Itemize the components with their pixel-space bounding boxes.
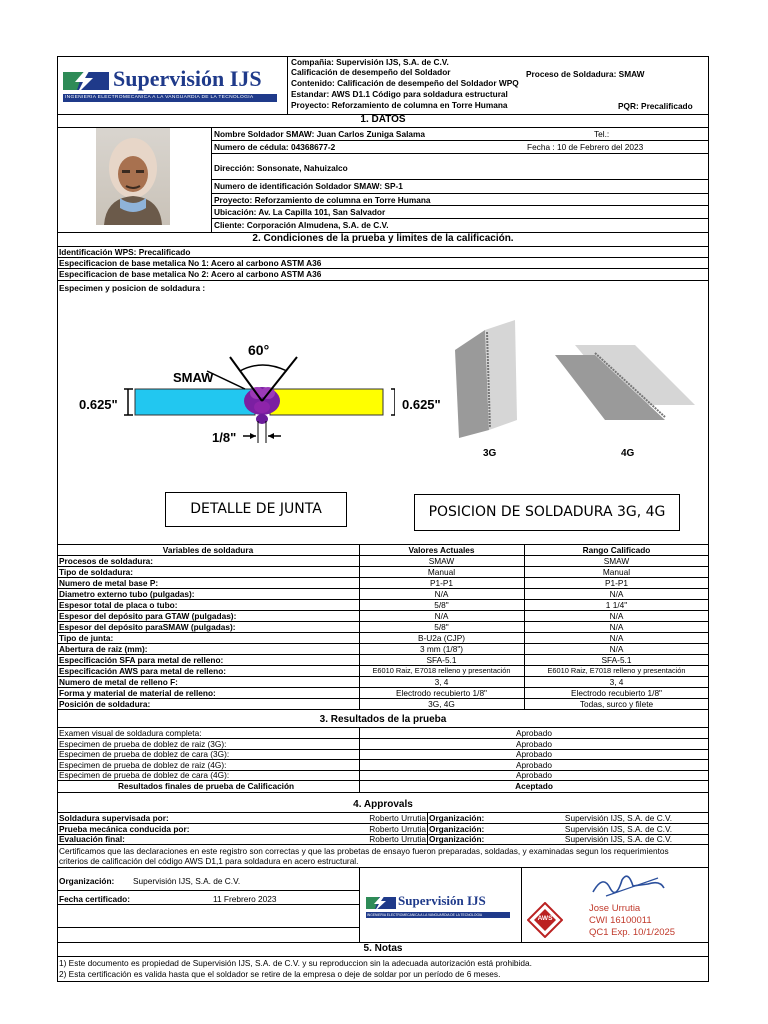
approval-org-label: Organización: — [429, 823, 485, 834]
header-qualification: Calificación de desempeño del Soldador — [291, 67, 451, 77]
logo-tagline-text: INGENIERIA ELECTROMECANICA A LA VANGUARDIA DE LA TECNOLOGIA — [65, 95, 254, 100]
variable-label: Numero de metal de relleno F: — [59, 677, 178, 687]
actual-value: 3 mm (1/8") — [419, 644, 464, 654]
project-name: Proyecto: Reforzamiento de columna en Torre Humana — [214, 195, 431, 205]
footer-logo-tagline: INGENIERIA ELECTROMECANICA A LA VANGUARDIA DE LA TECNOLOGIA — [367, 913, 483, 917]
table-col-rule — [359, 544, 360, 710]
header-process: Proceso de Soldadura: SMAW — [526, 69, 645, 79]
result-label: Examen visual de soldadura completa: — [59, 728, 202, 738]
final-result-label: Resultados finales de prueba de Calificación — [118, 780, 295, 791]
weld-position-box — [414, 494, 680, 531]
thickness-right-label: 0.625" — [402, 397, 441, 412]
logo-name: Supervisión IJS — [113, 66, 262, 91]
variable-label: Espesor del depósito para GTAW (pulgadas): — [59, 611, 237, 621]
joint-detail-box — [165, 492, 347, 527]
actual-value: Electrodo recubierto 1/8" — [395, 688, 488, 698]
signature-graphic — [588, 870, 668, 902]
actual-value: E6010 Raiz, E7018 relleno y presentación — [372, 666, 511, 675]
welder-address: Dirección: Sonsonate, Nahuizalco — [214, 163, 348, 173]
header-pqr: PQR: Precalificado — [618, 101, 693, 111]
actual-value: N/A — [434, 589, 449, 599]
qualified-range: P1-P1 — [604, 578, 629, 588]
specimen-label: Especimen y posicion de soldadura : — [59, 283, 206, 293]
variable-label: Tipo de soldadura: — [59, 567, 134, 577]
welder-phone: Tel.: — [594, 129, 610, 139]
section3-title: 3. Resultados de la prueba — [319, 714, 447, 725]
qualified-range: SMAW — [603, 556, 630, 566]
variable-label: Abertura de raiz (mm): — [59, 644, 148, 654]
actual-value: 5/8" — [434, 600, 449, 610]
table-col-rule — [524, 544, 525, 710]
qualified-range: N/A — [609, 611, 624, 621]
approval-role: Soldadura supervisada por: — [59, 813, 169, 823]
result-value: Aprobado — [516, 749, 552, 759]
root-opening-label: 1/8" — [212, 430, 237, 445]
actual-value: 3, 4 — [434, 677, 449, 687]
position-4g-diagram — [555, 345, 695, 420]
aws-stamp — [527, 902, 563, 938]
variable-label: Diametro externo tubo (pulgadas): — [59, 589, 195, 599]
section5-title: 5. Notas — [363, 943, 403, 954]
qualified-range: Electrodo recubierto 1/8" — [570, 688, 663, 698]
welder-id: Numero de identificación Soldador SMAW: SP-1 — [214, 181, 403, 191]
result-value: Aprobado — [516, 759, 552, 770]
signer-name: Jose Urrutia — [589, 903, 641, 914]
approval-org-value: Supervisión IJS, S.A. de C.V. — [564, 823, 673, 834]
actual-value: SMAW — [428, 556, 455, 566]
variable-label: Posición de soldadura: — [59, 699, 151, 709]
qualified-range: 3, 4 — [609, 677, 624, 687]
approval-org-value: Supervisión IJS, S.A. de C.V. — [564, 834, 673, 844]
actual-value: P1-P1 — [429, 578, 454, 588]
result-value: Aprobado — [516, 738, 552, 749]
qualified-range: N/A — [609, 633, 624, 643]
qualified-range: N/A — [609, 589, 624, 599]
final-result-value: Aceptado — [515, 780, 553, 791]
qualified-range: E6010 Raiz, E7018 relleno y presentación — [547, 666, 686, 675]
qualified-range: N/A — [609, 644, 624, 654]
base-metal-1: Especificacion de base metalica No 1: Acero al carbono ASTM A36 — [59, 258, 322, 268]
approval-role: Prueba mecánica conducida por: — [59, 823, 190, 834]
actual-values-header: Valores Actuales — [408, 545, 475, 555]
certify-line-1: Certificamos que las declaraciones en este registro son correctas y que las probetas de ensayo fueron preparadas, soldadas, y examinadas segun los requerimientos — [59, 846, 669, 856]
variable-label: Numero de metal base P: — [59, 578, 159, 588]
section4-title: 4. Approvals — [353, 799, 413, 810]
qualified-range: SFA-5.1 — [601, 655, 632, 665]
aws-stamp-text: AWS — [537, 915, 553, 922]
bevel-angle-label: 60° — [248, 342, 270, 358]
actual-value: SFA-5.1 — [426, 655, 457, 665]
approval-org-label: Organización: — [429, 834, 485, 844]
actual-value: B-U2a (CJP) — [417, 633, 466, 643]
welder-date: Fecha : 10 de Febrero del 2023 — [527, 142, 644, 152]
result-label: Especimen de prueba de doblez de cara (3G): — [59, 749, 230, 759]
footer-logo-bolt-icon — [366, 895, 396, 911]
result-label: Especimen de prueba de doblez de cara (4G): — [59, 770, 230, 780]
project-client: Cliente: Corporación Almudena, S.A. de C.V. — [214, 220, 389, 230]
qualified-range: Manual — [602, 567, 631, 577]
company-logo — [63, 66, 283, 106]
header-project: Proyecto: Reforzamiento de columna en Torre Humana — [291, 100, 508, 110]
actual-value: 3G, 4G — [428, 699, 455, 709]
variable-label: Espesor del depósito paraSMAW (pulgadas): — [59, 622, 236, 632]
weld-position-caption: POSICION DE SOLDADURA 3G, 4G — [428, 504, 666, 520]
cert-date-value: 11 Frebrero 2023 — [213, 894, 277, 904]
wps-id: Identificación WPS: Precalificado — [59, 247, 191, 257]
footer-logo — [366, 893, 516, 919]
header-content: Contenido: Calificación de desempeño del Soldador WPQ — [291, 78, 519, 88]
header-standard: Estandar: AWS D1.1 Código para soldadura estructural — [291, 89, 508, 99]
footer-logo-name: Supervisión IJS — [398, 893, 486, 908]
approval-role: Evaluación final: — [59, 834, 125, 844]
base-metal-2: Especificacion de base metalica No 2: Acero al carbono ASTM A36 — [59, 269, 322, 279]
signer-cwi: CWI 16100011 — [589, 915, 652, 926]
qualified-range-header: Rango Calificado — [582, 545, 651, 555]
approval-org-label: Organización: — [429, 813, 485, 823]
variables-header: Variables de soldadura — [162, 545, 254, 555]
position-3g-label: 3G — [483, 448, 497, 459]
project-location: Ubicación: Av. La Capilla 101, San Salvador — [214, 207, 386, 217]
variable-label: Procesos de soldadura: — [59, 556, 154, 566]
position-4g-label: 4G — [621, 448, 635, 459]
actual-value: N/A — [434, 611, 449, 621]
result-value: Aprobado — [516, 728, 552, 738]
approval-person: Roberto Urrutia — [369, 813, 426, 823]
section2-title: 2. Condiciones de la prueba y limites de la calificación. — [252, 233, 514, 244]
variable-label: Tipo de junta: — [59, 633, 114, 643]
variable-label: Espesor total de placa o tubo: — [59, 600, 178, 610]
result-label: Especimen de prueba de doblez de raiz (4G): — [59, 759, 227, 770]
result-value: Aprobado — [516, 770, 552, 780]
approval-org-value: Supervisión IJS, S.A. de C.V. — [564, 813, 673, 823]
table-rule — [57, 709, 709, 710]
note-1: 1) Este documento es propiedad de Supervisión IJS, S.A. de C.V. y su reproduccion sin la adecuada autorización está prohibida. — [59, 958, 532, 968]
actual-value: 5/8" — [434, 622, 449, 632]
qualified-range: Todas, surco y filete — [579, 699, 654, 709]
joint-detail-caption: DETALLE DE JUNTA — [190, 501, 322, 517]
certify-line-2: criterios de calificación del código AWS D1,1 para soldadura en acero estructural. — [59, 856, 359, 866]
welder-cedula: Numero de cédula: 04368677-2 — [214, 142, 336, 152]
cert-org-value: Supervisión IJS, S.A. de C.V. — [133, 876, 241, 886]
cert-org-label: Organización: — [59, 876, 115, 886]
note-2: 2) Esta certificación es valida hasta que el soldador se retire de la empresa o deje de soldar por un período de 6 meses. — [59, 969, 501, 979]
welder-name: Nombre Soldador SMAW: Juan Carlos Zuniga Salama — [214, 129, 425, 139]
section1-title: 1. DATOS — [360, 114, 406, 125]
header-company: Compañia: Supervisión IJS, S.A. de C.V. — [291, 57, 449, 67]
approval-person: Roberto Urrutia — [369, 834, 426, 844]
table-rule — [57, 844, 709, 845]
process-smaw-label: SMAW — [173, 370, 214, 385]
result-label: Especimen de prueba de doblez de raiz (3G): — [59, 738, 227, 749]
cert-date-label: Fecha certificado: — [59, 894, 131, 904]
actual-value: Manual — [427, 567, 456, 577]
table-rule — [57, 792, 709, 793]
welder-photo — [96, 128, 170, 225]
qualified-range: 1 1/4" — [605, 600, 628, 610]
signer-qc1: QC1 Exp. 10/1/2025 — [589, 927, 676, 938]
qualified-range: N/A — [609, 622, 624, 632]
table-col-rule — [359, 727, 360, 792]
variable-label: Especificación AWS para metal de relleno: — [59, 666, 227, 676]
logo-bolt-icon — [63, 68, 109, 94]
welder-portrait-icon — [96, 128, 170, 225]
table-col-rule — [427, 812, 428, 845]
position-3g-diagram — [455, 320, 525, 440]
approval-person: Roberto Urrutia — [369, 823, 426, 834]
thickness-left-label: 0.625" — [79, 397, 118, 412]
variable-label: Especificación SFA para metal de relleno: — [59, 655, 224, 665]
variable-label: Forma y material de material de relleno: — [59, 688, 216, 698]
